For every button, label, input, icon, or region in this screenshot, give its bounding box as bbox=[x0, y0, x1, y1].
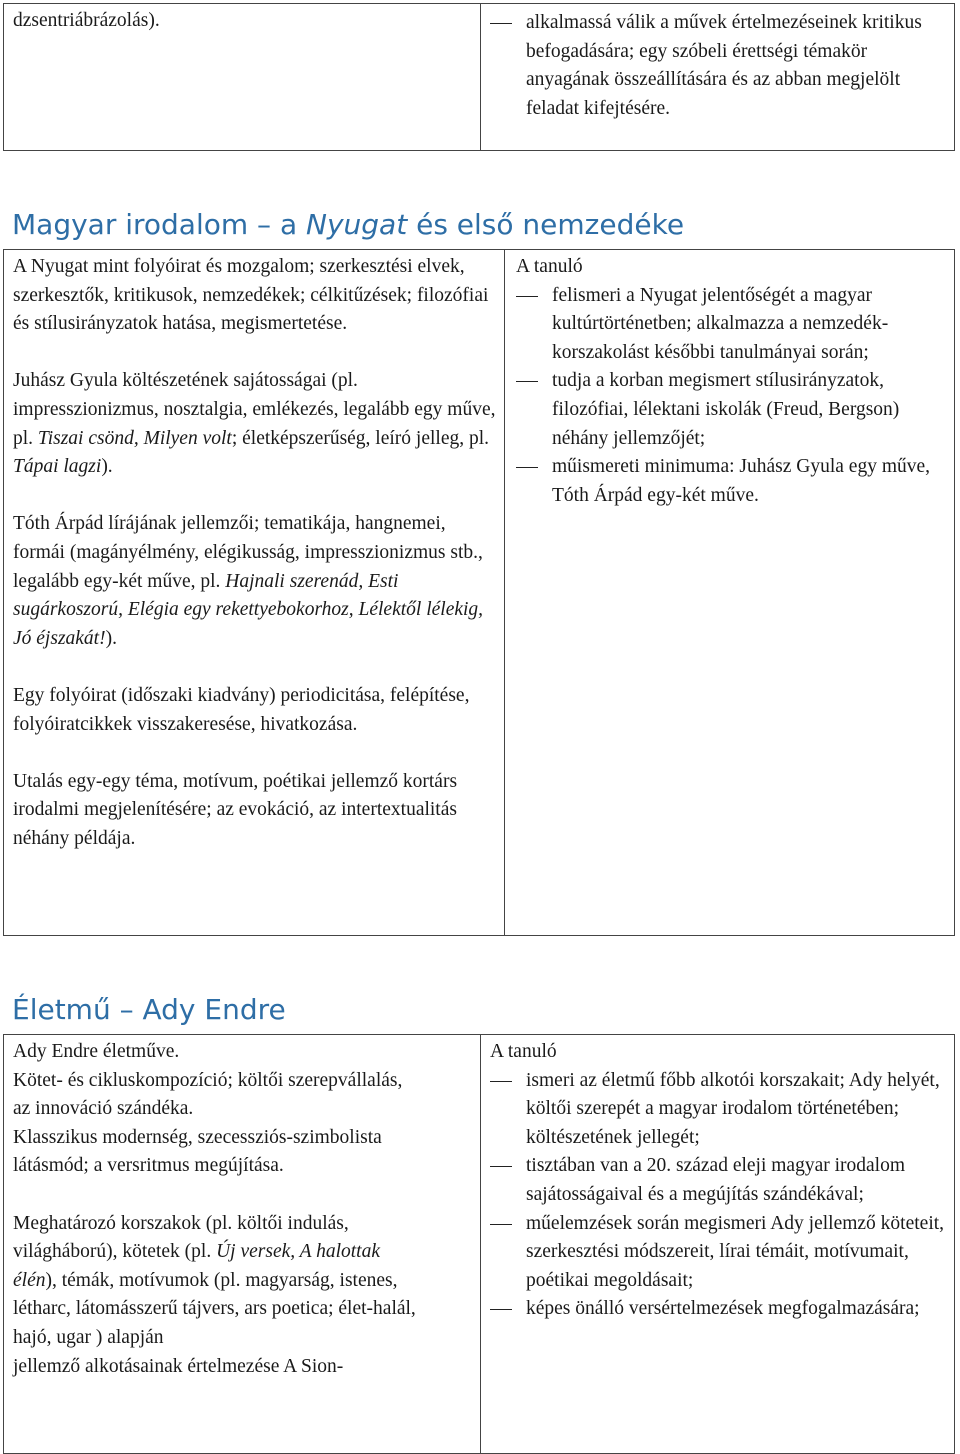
list-item: ismeri az életmű főbb alkotói korszakait; Ady helyét, költői szerepét a magyar irodalom történetében; költészetének jellegét; bbox=[490, 1067, 950, 1153]
text-span: ). bbox=[105, 627, 117, 649]
text-span: ; életképszerűség, leíró jelleg, pl. bbox=[231, 427, 490, 449]
top-left-cell bbox=[13, 7, 473, 36]
work-title: Tápai lagzi bbox=[13, 456, 102, 478]
student-intro: A tanuló bbox=[516, 256, 583, 277]
juhasz-paragraph bbox=[13, 367, 501, 481]
nyugat-table bbox=[3, 249, 955, 936]
text-span: ), témák, motívumok (pl. magyarság, istenes, létharc, látomásszerű tájvers, ars poetica; élet-halál, hajó, ugar ) alapján bbox=[13, 1269, 416, 1348]
heading-italic: Nyugat bbox=[306, 208, 408, 241]
section-heading-nyugat bbox=[12, 208, 684, 241]
nyugat-outcomes-list bbox=[516, 282, 950, 511]
list-item: felismeri a Nyugat jelentőségét a magyar kultúrtörténetben; alkalmazza a nemzedék-korszakolást későbbi tanulmányai során; bbox=[516, 282, 950, 368]
ady-table bbox=[3, 1034, 955, 1454]
ady-paragraph-2: Kötet- és cikluskompozíció; költői szerepvállalás, az innováció szándéka. bbox=[13, 1069, 403, 1120]
list-item: alkalmassá válik a művek értelmezéseinek kritikus befogadására; egy szóbeli érettségi témakör anyagának összeállítására és az abban megjelölt feladat kifejtésére. bbox=[490, 9, 950, 123]
ady-paragraph-3: Klasszikus modernség, szecessziós-szimbolista látásmód; a versritmus megújítása. bbox=[13, 1126, 382, 1177]
utalas-paragraph: Utalás egy-egy téma, motívum, poétikai jellemző kortárs irodalmi megjelenítésére; az evokáció, az intertextualitás néhány példája. bbox=[13, 770, 458, 849]
list-item: műismereti minimuma: Juhász Gyula egy műve, Tóth Árpád egy-két műve. bbox=[516, 453, 950, 510]
ady-paragraph-1: Ady Endre életműve. bbox=[13, 1041, 180, 1062]
ady-left-cell bbox=[13, 1038, 423, 1381]
work-title: Hajnali szerenád, Esti sugárkoszorú, Elégia egy rekettyebokorhoz, Lélektől lélekig, Jó éjszakát! bbox=[13, 570, 484, 649]
ady-outcomes-list bbox=[490, 1067, 950, 1324]
work-title: Tiszai csönd, Milyen volt bbox=[37, 427, 232, 449]
ady-paragraph-4 bbox=[13, 1210, 423, 1353]
text-span: Juhász Gyula költészetének sajátosságai (pl. impresszionizmus, nosztalgia, emlékezés, legalább egy műve, pl. bbox=[13, 370, 496, 449]
work-title: Új versek, A halottak élén bbox=[13, 1241, 380, 1291]
top-right-list bbox=[490, 9, 950, 123]
text-span: Tóth Árpád lírájának jellemzői; tematikája, hangnemei, formái (magányélmény, elégikusság, impresszionizmus stb., legalább egy-két műve, pl. bbox=[13, 513, 483, 592]
text-span: ). bbox=[101, 456, 113, 478]
nyugat-left-cell bbox=[13, 253, 501, 853]
top-right-cell bbox=[490, 9, 950, 123]
list-item: tisztában van a 20. század eleji magyar irodalom sajátosságaival és a megújítás szándékával; bbox=[490, 1152, 950, 1209]
top-table-divider bbox=[480, 4, 481, 150]
list-item: képes önálló versértelmezések megfogalmazására; bbox=[490, 1295, 950, 1324]
nyugat-right-cell bbox=[516, 253, 950, 510]
folyoirat-paragraph: Egy folyóirat (időszaki kiadvány) periodicitása, felépítése, folyóiratcikkek visszakeresése, hivatkozása. bbox=[13, 684, 470, 735]
text-span: Meghatározó korszakok (pl. költői indulás, világháború), kötetek (pl. bbox=[13, 1212, 349, 1263]
list-item: műelemzések során megismeri Ady jellemző köteteit, szerkesztési módszereit, lírai témáit, motívumait, poétikai megoldásait; bbox=[490, 1210, 950, 1296]
student-intro: A tanuló bbox=[490, 1041, 557, 1062]
top-table bbox=[3, 3, 955, 151]
toth-paragraph bbox=[13, 510, 501, 653]
ady-paragraph-5: jellemző alkotásainak értelmezése A Sion- bbox=[13, 1355, 344, 1377]
heading-pre: Magyar irodalom – a bbox=[12, 208, 307, 241]
list-item: tudja a korban megismert stílusirányzatok, filozófiai, lélektani iskolák (Freud, Bergson) néhány jellemzőjét; bbox=[516, 367, 950, 453]
ady-right-cell bbox=[490, 1038, 950, 1324]
section-heading-ady: Életmű – Ady Endre bbox=[12, 993, 286, 1026]
heading-post: és első nemzedéke bbox=[407, 208, 685, 241]
nyugat-paragraph-1: A Nyugat mint folyóirat és mozgalom; szerkesztési elvek, szerkesztők, kritikusok, nemzedékek; célkitűzések; filozófiai és stílusirányzatok hatása, megismertetése. bbox=[13, 256, 489, 335]
nyugat-table-divider bbox=[504, 250, 505, 935]
ady-table-divider bbox=[480, 1035, 481, 1453]
top-left-text: dzsentriábrázolás). bbox=[13, 10, 160, 31]
